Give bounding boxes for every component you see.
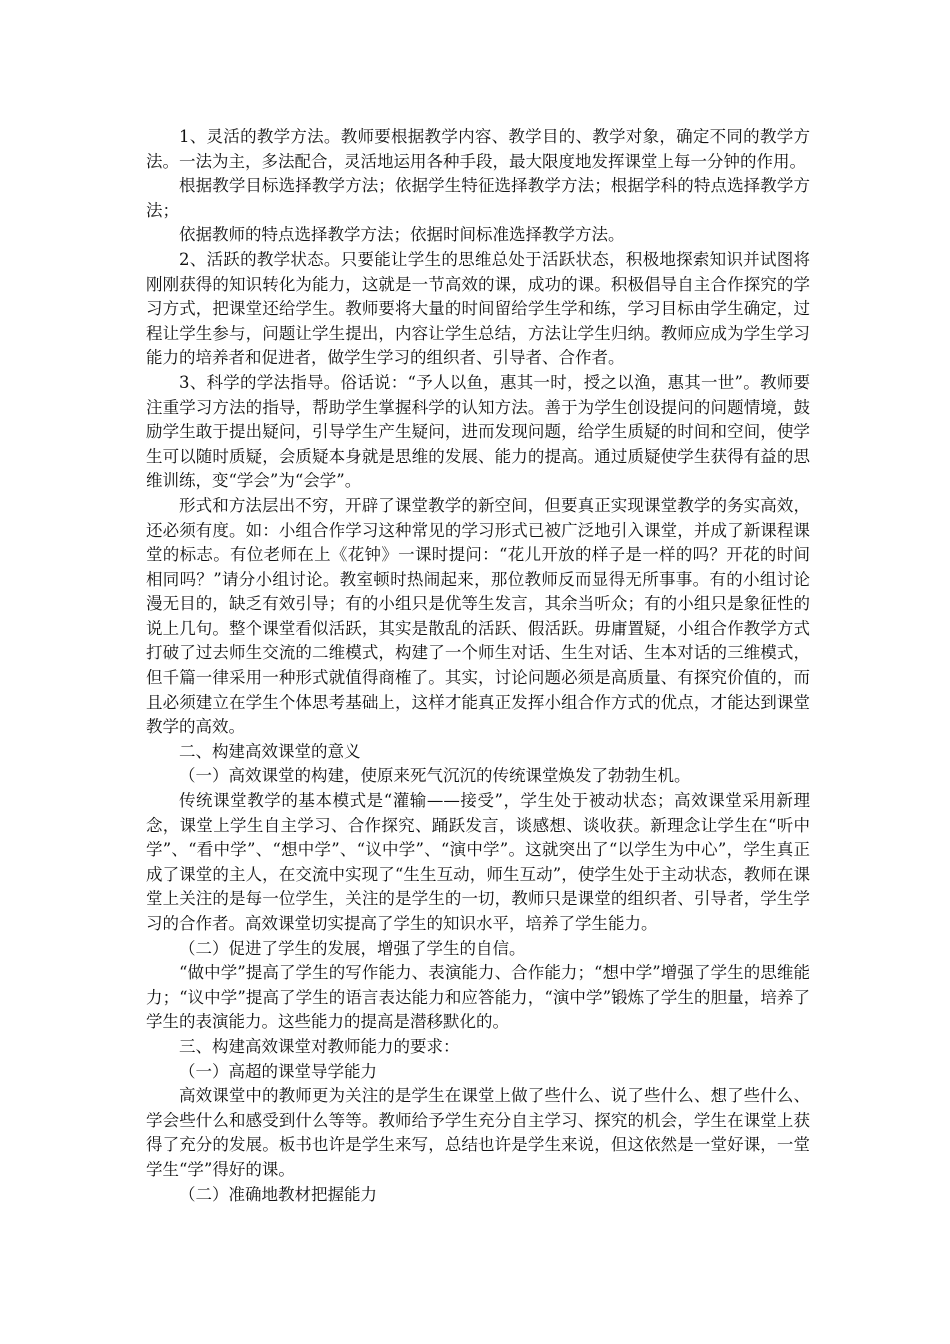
paragraph-learning-abilities: “做中学”提高了学生的写作能力、表演能力、合作能力；“想中学”增强了学生的思维能力；“议中学”提高了学生的语言表达能力和应答能力，“演中学”锻炼了学生的胆量，培养了学生的表演能力。这些能力的提高是潜移默化的。 — [146, 963, 810, 1032]
subheading-vitality: （一）高效课堂的构建，使原来死气沉沉的传统课堂焕发了勃勃生机。 — [179, 766, 691, 786]
paragraph-traditional-vs-efficient: 传统课堂教学的基本模式是“灌输——接受”，学生处于被动状态；高效课堂采用新理念，课堂上学生自主学习、合作探究、踊跃发言，谈感想、谈收获。新理念让学生在“听中学”、“看中学”、“想中学”、“议中学”、“演中学”。这就突出了“以学生为中心”，学生真正成了课堂的主人，在交流中实现了“生生互动，师生互动”，使学生处于主动状态，教师在课堂上关注的是每一位学生，关注的是学生的一切，教师只是课堂的组织者、引导者，学生学习的合作者。高效课堂切实提高了学生的知识水平，培养了学生能力。 — [146, 791, 810, 933]
subheading-guidance-ability: （一）高超的课堂导学能力 — [179, 1061, 377, 1081]
section-heading-teacher-requirements: 三、构建高效课堂对教师能力的要求： — [179, 1036, 460, 1056]
subheading-textbook-ability: （二）准确地教材把握能力 — [179, 1184, 377, 1204]
paragraph-study-guidance: 3、科学的学法指导。俗话说：“予人以鱼，惠其一时，授之以渔，惠其一世”。教师要注重学习方法的指导，帮助学生掌握科学的认知方法。善于为学生创设提问的问题情境，鼓励学生敢于提出疑问，引导学生产生疑问，进而发现问题，给学生质疑的时间和空间，使学生可以随时质疑，会质疑本身就是思维的发展、能力的提高。通过质疑使学生获得有益的思维训练，变“学会”为“会学”。 — [146, 372, 810, 491]
paragraph-active-state: 2、活跃的教学状态。只要能让学生的思维总处于活跃状态，积极地探索知识并试图将刚刚获得的知识转化为能力，这就是一节高效的课，成功的课。积极倡导自主合作探究的学习方式，把课堂还给学生。教师要将大量的时间留给学生学和练，学习目标由学生确定，过程让学生参与，问题让学生提出，内容让学生总结，方法让学生归纳。教师应成为学生学习能力的培养者和促进者，做学生学习的组织者、引导者、合作者。 — [146, 249, 810, 368]
paragraph-teacher-focus: 高效课堂中的教师更为关注的是学生在课堂上做了些什么、说了些什么、想了些什么、学会些什么和感受到什么等等。教师给予学生充分自主学习、探究的机会，学生在课堂上获得了充分的发展。板书也许是学生来写，总结也许是学生来说，但这依然是一堂好课，一堂学生“学”得好的课。 — [146, 1086, 810, 1179]
paragraph-forms-and-methods: 形式和方法层出不穷，开辟了课堂教学的新空间，但要真正实现课堂教学的务实高效，还必须有度。如：小组合作学习这种常见的学习形式已被广泛地引入课堂，并成了新课程课堂的标志。有位老师在上《花钟》一课时提问：“花儿开放的样子是一样的吗？开花的时间相同吗？”请分小组讨论。教室顿时热闹起来，那位教师反而显得无所事事。有的小组讨论漫无目的，缺乏有效引导；有的小组只是优等生发言，其余当听众；有的小组只是象征性的说上几句。整个课堂看似活跃，其实是散乱的活跃、假活跃。毋庸置疑，小组合作教学方式打破了过去师生交流的二维模式，构建了一个师生对话、生生对话、生本对话的三维模式，但千篇一律采用一种形式就值得商榷了。其实，讨论问题必须是高质量、有探究价值的，而且必须建立在学生个体思考基础上，这样才能真正发挥小组合作方式的优点，才能达到课堂教学的高效。 — [146, 495, 810, 737]
paragraph-method-selection-2: 依据教师的特点选择教学方法；依据时间标准选择教学方法。 — [179, 225, 625, 245]
subheading-student-development: （二）促进了学生的发展，增强了学生的自信。 — [179, 938, 526, 958]
paragraph-teaching-methods: 1、灵活的教学方法。教师要根据教学内容、教学目的、教学对象，确定不同的教学方法。一法为主，多法配合，灵活地运用各种手段，最大限度地发挥课堂上每一分钟的作用。 — [146, 127, 810, 171]
paragraph-method-selection-1: 根据教学目标选择教学方法；依据学生特征选择教学方法；根据学科的特点选择教学方法； — [146, 176, 810, 220]
document-body — [146, 125, 810, 1207]
section-heading-significance: 二、构建高效课堂的意义 — [179, 741, 361, 761]
